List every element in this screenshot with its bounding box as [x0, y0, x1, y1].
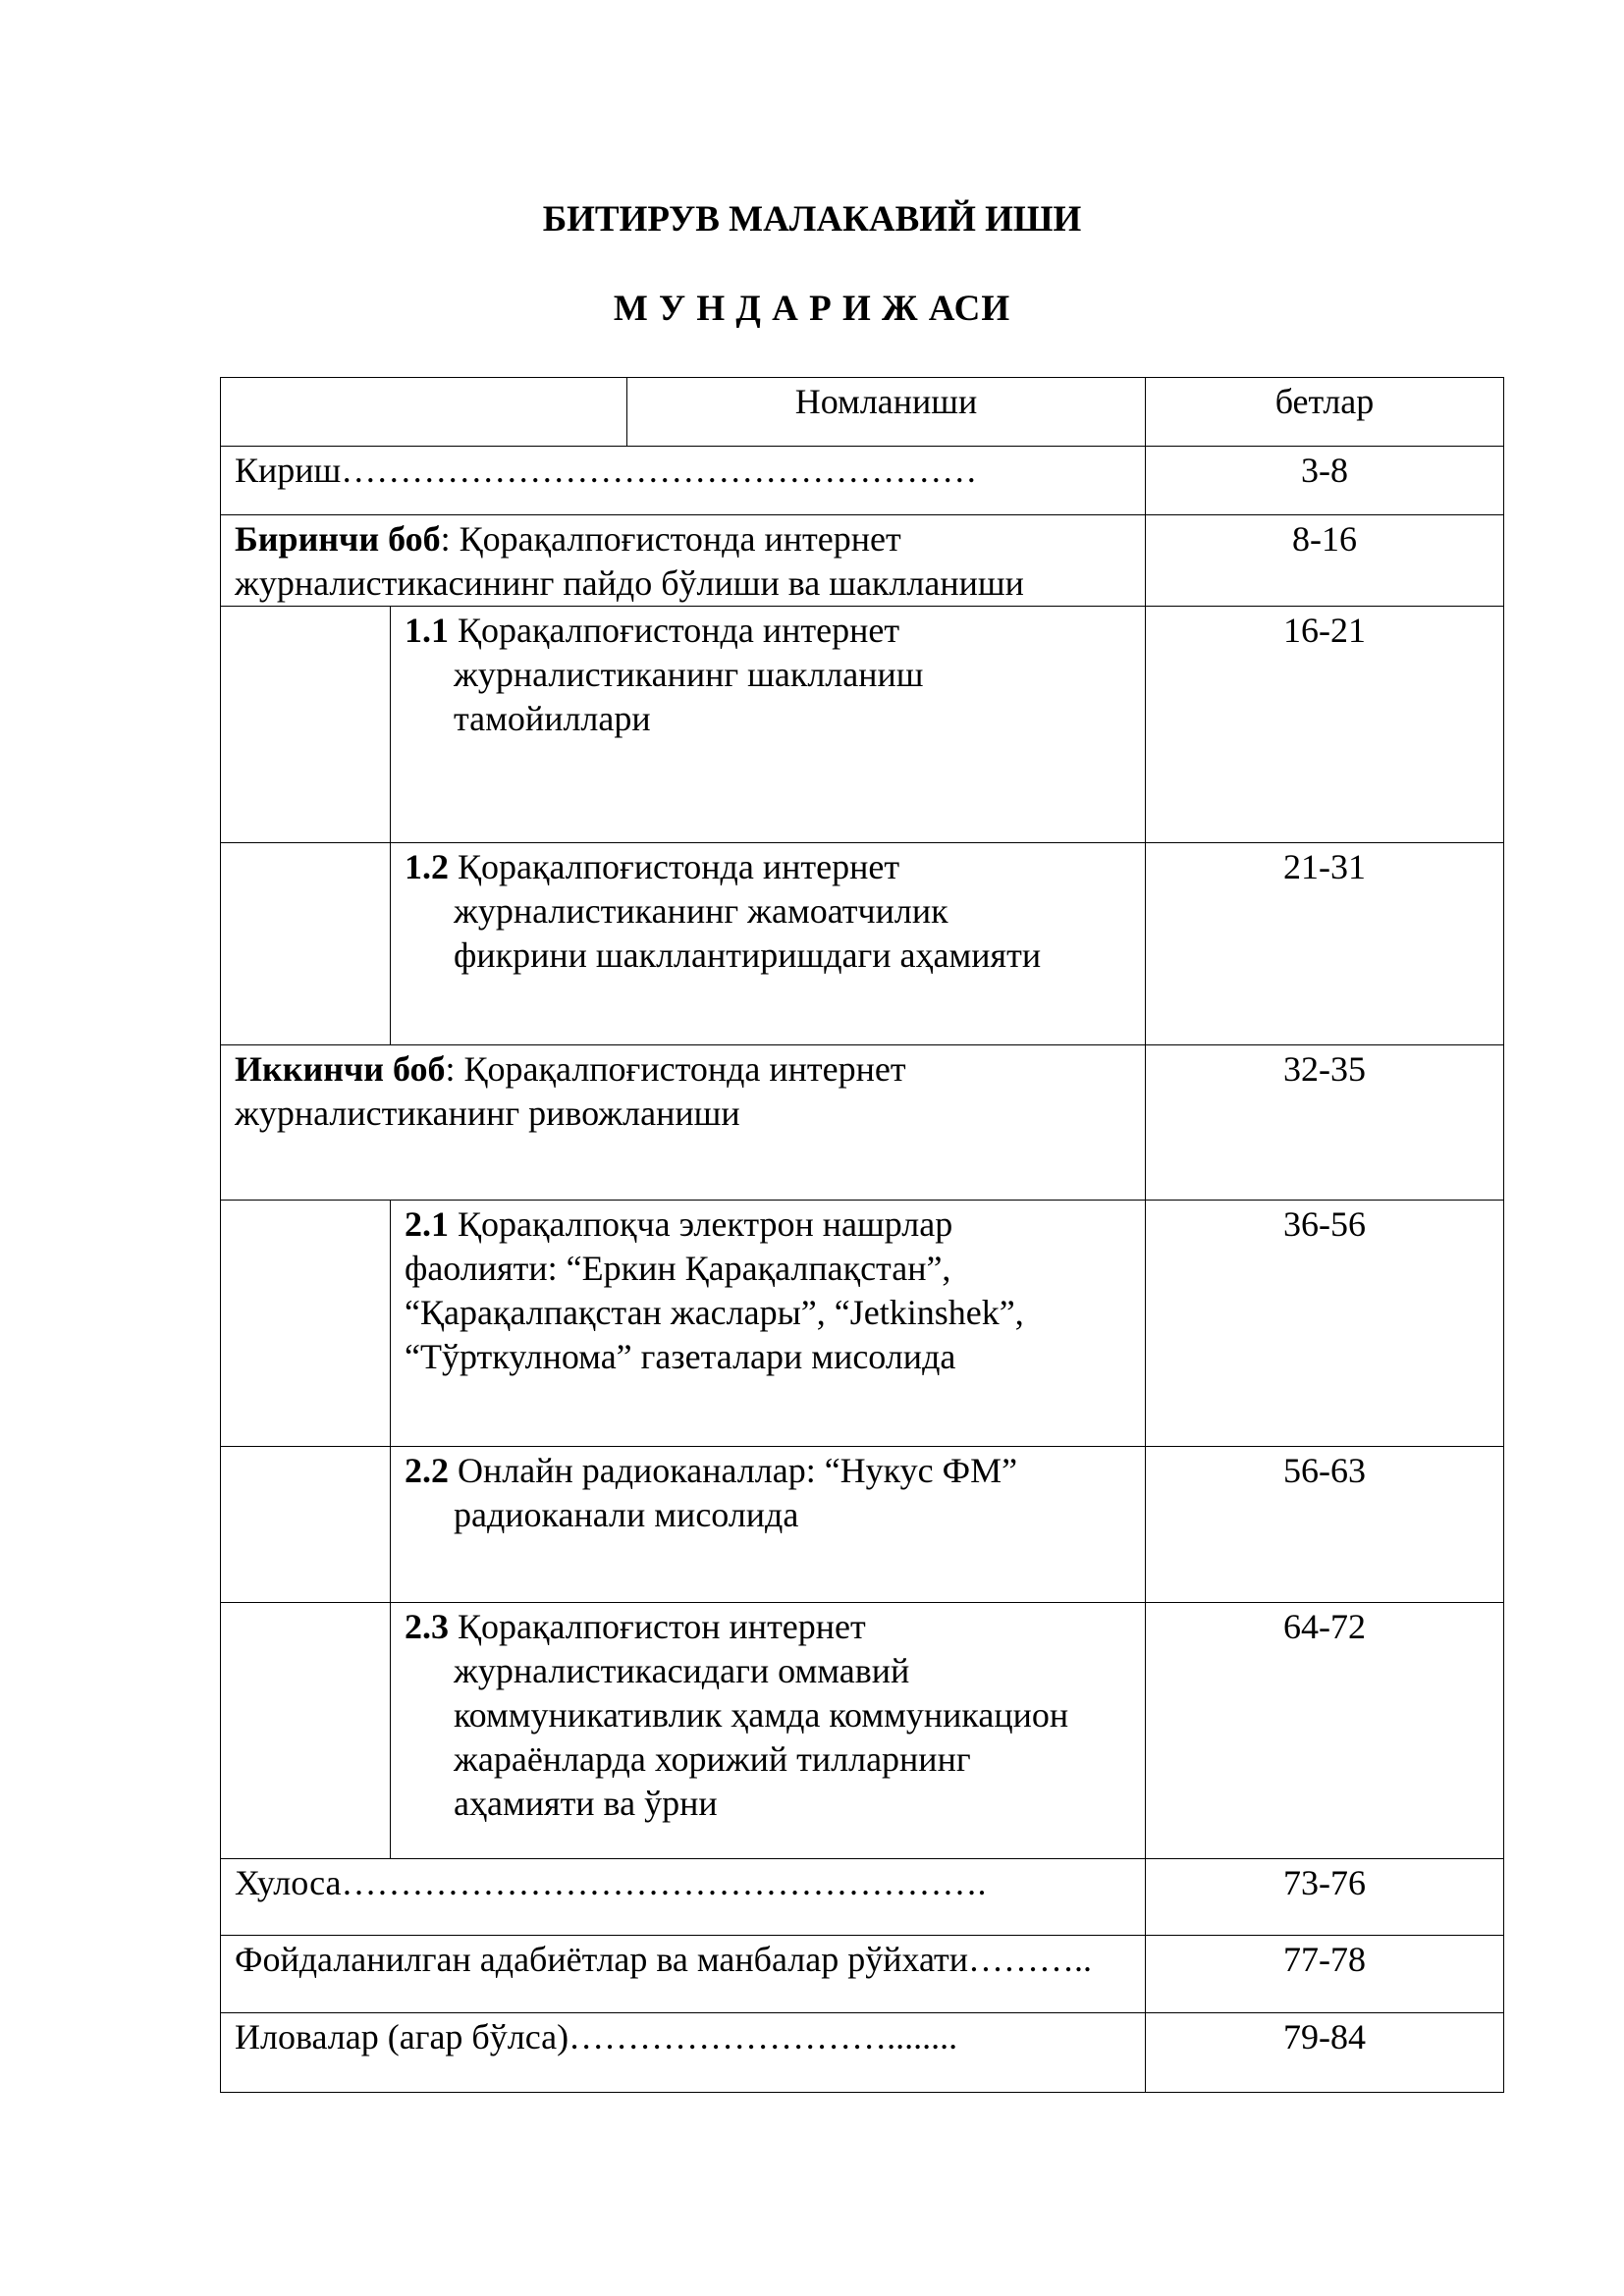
- intro-pages-cell: [1146, 447, 1504, 515]
- appendix-label-cell: [221, 2013, 1146, 2093]
- toc-row-chapter1: [221, 515, 1504, 607]
- sec-1-2-cell: [391, 843, 1146, 1045]
- contents-table: [220, 377, 1504, 2093]
- toc-row-2-2: [221, 1447, 1504, 1603]
- header-row: [221, 378, 1504, 447]
- toc-row-conclusion: [221, 1859, 1504, 1936]
- intro-label: Кириш………………………………………………: [235, 451, 978, 490]
- sec-2-3-line1: Қорақалпоғистон интернет: [449, 1607, 866, 1646]
- header-name-cell: [627, 378, 1146, 447]
- sec-2-2-line2: радиоканали мисолида: [454, 1495, 799, 1534]
- chapter1-pages-cell: [1146, 515, 1504, 607]
- indent-cell: [221, 1201, 391, 1447]
- sec-2-3-cell: [391, 1603, 1146, 1859]
- sec-2-1-line4: “Тўрткулнома” газеталари мисолида: [405, 1337, 956, 1376]
- sec-1-2-label: [391, 843, 1145, 978]
- sec-2-3-number: 2.3: [405, 1607, 449, 1646]
- sec-1-1-line2: журналистиканинг шаклланиш: [454, 655, 924, 694]
- appendix-pages: 79-84: [1283, 2017, 1366, 2056]
- sec-2-3-line5: аҳамияти ва ўрни: [454, 1784, 718, 1823]
- toc-row-1-1: [221, 607, 1504, 843]
- intro-pages: 3-8: [1301, 451, 1348, 490]
- document-title: БИТИРУВ МАЛАКАВИЙ ИШИ: [542, 199, 1082, 240]
- sec-2-3-pages: 64-72: [1283, 1607, 1366, 1646]
- sec-1-1-number: 1.1: [405, 611, 449, 650]
- conclusion-pages: 73-76: [1283, 1863, 1366, 1902]
- sec-2-1-line3: “Қарақалпақстан жаслары”, “Jetkinshek”,: [405, 1293, 1024, 1332]
- sec-2-1-label: [391, 1201, 1145, 1379]
- appendix-pages-cell: [1146, 2013, 1504, 2093]
- chapter2-label-cell: [221, 1045, 1146, 1201]
- chapter1-rest: : Қорақалпоғистонда интернет журналистикасининг пайдо бўлиши ва шаклланиши: [235, 519, 1024, 603]
- sec-2-2-label: [391, 1447, 1145, 1537]
- toc-row-references: [221, 1936, 1504, 2013]
- toc-row-appendix: [221, 2013, 1504, 2093]
- references-label: Фойдаланилган адабиётлар ва манбалар рўйхати………..: [235, 1940, 1093, 1979]
- sec-2-1-pages: 36-56: [1283, 1204, 1366, 1244]
- sec-1-1-pages-cell: [1146, 607, 1504, 843]
- sec-2-3-label: [391, 1603, 1145, 1826]
- sec-2-3-line2: журналистикасидаги оммавий: [454, 1651, 910, 1690]
- chapter2-pages-cell: [1146, 1045, 1504, 1201]
- sec-2-1-line1: Қорақалпоқча электрон нашрлар: [449, 1204, 953, 1244]
- chapter1-pages: 8-16: [1292, 519, 1357, 559]
- indent-cell: [221, 1603, 391, 1859]
- sec-2-2-cell: [391, 1447, 1146, 1603]
- header-pages: бетлар: [1274, 382, 1375, 421]
- sec-1-2-number: 1.2: [405, 847, 449, 886]
- indent-cell: [221, 607, 391, 843]
- sec-1-1-cell: [391, 607, 1146, 843]
- sec-2-2-line1: Онлайн радиоканаллар: “Нукус ФМ”: [449, 1451, 1018, 1490]
- appendix-label: Иловалар (агар бўлса)………………………........: [235, 2017, 958, 2056]
- sec-1-2-pages-cell: [1146, 843, 1504, 1045]
- sec-2-3-line4: жараёнларда хорижий тилларнинг: [454, 1739, 971, 1779]
- header-name: Номланиши: [794, 382, 978, 421]
- chapter2-bold: Иккинчи боб: [235, 1049, 446, 1089]
- toc-row-2-3: [221, 1603, 1504, 1859]
- chapter2-label: [221, 1045, 1145, 1136]
- sec-2-3-line3: коммуникативлик ҳамда коммуникацион: [454, 1695, 1069, 1735]
- chapter1-bold: Биринчи боб: [235, 519, 441, 559]
- toc-row-2-1: [221, 1201, 1504, 1447]
- toc-row-chapter2: [221, 1045, 1504, 1201]
- sec-2-2-pages: 56-63: [1283, 1451, 1366, 1490]
- conclusion-label-cell: [221, 1859, 1146, 1936]
- contents-heading: М У Н Д А Р И Ж АСИ: [613, 289, 1011, 329]
- sec-1-1-pages: 16-21: [1283, 611, 1366, 650]
- header-empty-cell: [221, 378, 627, 447]
- references-pages: 77-78: [1283, 1940, 1366, 1979]
- sec-2-1-cell: [391, 1201, 1146, 1447]
- sec-2-1-number: 2.1: [405, 1204, 449, 1244]
- sec-2-1-pages-cell: [1146, 1201, 1504, 1447]
- toc-row-intro: [221, 447, 1504, 515]
- conclusion-label: Хулоса……………………………………………….: [235, 1863, 987, 1902]
- conclusion-pages-cell: [1146, 1859, 1504, 1936]
- references-label-cell: [221, 1936, 1146, 2013]
- sec-2-1-line2: фаолияти: “Еркин Қарақалпақстан”,: [405, 1249, 951, 1288]
- sec-1-1-line3: тамойиллари: [454, 699, 651, 738]
- sec-1-1-label: [391, 607, 1145, 741]
- indent-cell: [221, 843, 391, 1045]
- sec-1-2-line2: журналистиканинг жамоатчилик: [454, 891, 948, 931]
- chapter1-label-cell: [221, 515, 1146, 607]
- sec-1-2-line1: Қорақалпоғистонда интернет: [449, 847, 900, 886]
- sec-2-2-number: 2.2: [405, 1451, 449, 1490]
- chapter2-rest: : Қорақалпоғистонда интернет журналистиканинг ривожланиши: [235, 1049, 906, 1133]
- chapter2-pages: 32-35: [1283, 1049, 1366, 1089]
- toc-row-1-2: [221, 843, 1504, 1045]
- sec-1-2-line3: фикрини шакллантиришдаги аҳамияти: [454, 935, 1042, 975]
- chapter1-label: [221, 515, 1145, 606]
- sec-1-1-line1: Қорақалпоғистонда интернет: [449, 611, 900, 650]
- intro-label-cell: [221, 447, 1146, 515]
- header-pages-cell: [1146, 378, 1504, 447]
- sec-2-2-pages-cell: [1146, 1447, 1504, 1603]
- references-pages-cell: [1146, 1936, 1504, 2013]
- indent-cell: [221, 1447, 391, 1603]
- sec-2-3-pages-cell: [1146, 1603, 1504, 1859]
- sec-1-2-pages: 21-31: [1283, 847, 1366, 886]
